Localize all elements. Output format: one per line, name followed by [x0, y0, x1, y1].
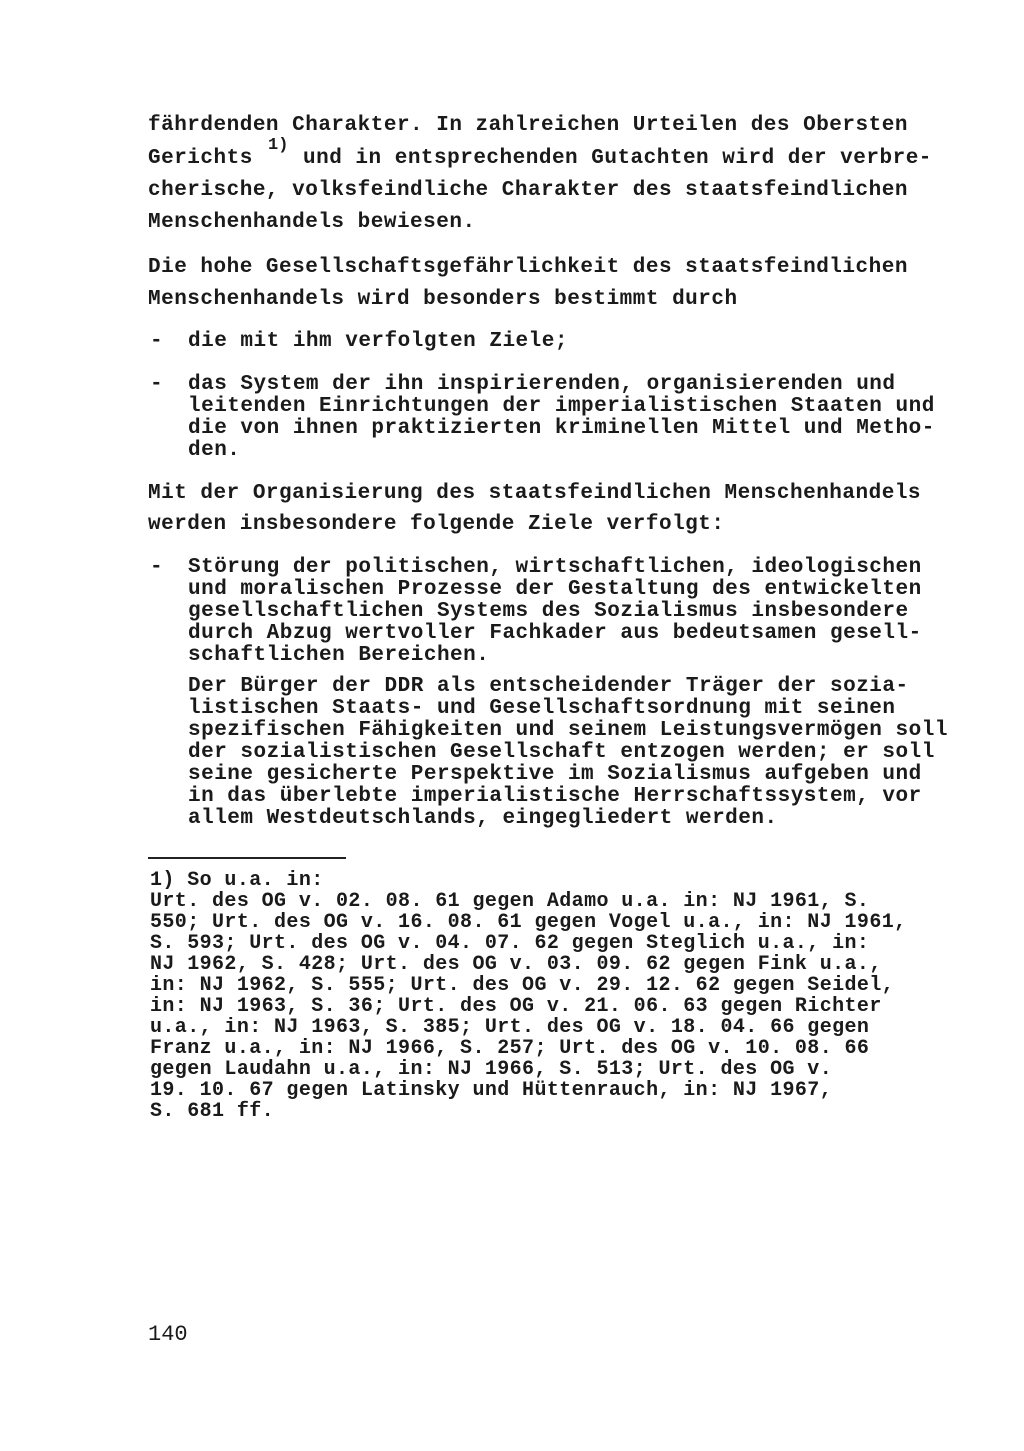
footnote-line-3: 550; Urt. des OG v. 16. 08. 61 gegen Vogel u.a., in: NJ 1961,: [150, 911, 907, 934]
footnote-line-11: 19. 10. 67 gegen Latinsky und Hüttenrauch, in: NJ 1967,: [150, 1079, 833, 1102]
page-number: 140: [148, 1322, 188, 1347]
paragraph-1-line-2a: Gerichts: [148, 147, 253, 170]
list-1-item-2-line-3: die von ihnen praktizierten kriminellen Mittel und Metho-: [188, 417, 935, 440]
footnote-line-5: NJ 1962, S. 428; Urt. des OG v. 03. 09. 62 gegen Fink u.a.,: [150, 953, 882, 976]
footnote-line-6: in: NJ 1962, S. 555; Urt. des OG v. 29. 12. 62 gegen Seidel,: [150, 974, 895, 997]
list-2-item-line-2: und moralischen Prozesse der Gestaltung des entwickelten: [188, 578, 922, 601]
footnote-line-4: S. 593; Urt. des OG v. 04. 07. 62 gegen Steglich u.a., in:: [150, 932, 870, 955]
list-2-continuation-line-1: Der Bürger der DDR als entscheidender Träger der sozia-: [188, 675, 909, 698]
footnote-line-1: 1) So u.a. in:: [150, 869, 324, 892]
list-bullet: -: [150, 330, 163, 353]
list-2-item-line-4: durch Abzug wertvoller Fachkader aus bedeutsamen gesell-: [188, 622, 922, 645]
list-2-continuation-line-3: spezifischen Fähigkeiten und seinem Leistungsvermögen soll: [188, 719, 948, 742]
list-2-item-line-3: gesellschaftlichen Systems des Sozialismus insbesondere: [188, 600, 909, 623]
footnote-line-12: S. 681 ff.: [150, 1100, 275, 1123]
list-1-item-1-line-1: die mit ihm verfolgten Ziele;: [188, 330, 568, 353]
list-2-continuation-line-6: in das überlebte imperialistische Herrschaftssystem, vor: [188, 785, 922, 808]
list-1-item-2-line-1: das System der ihn inspirierenden, organisierenden und: [188, 373, 896, 396]
paragraph-1-line-2b: und in entsprechenden Gutachten wird der verbre-: [303, 147, 932, 170]
list-2-continuation-line-7: allem Westdeutschlands, eingegliedert werden.: [188, 807, 778, 830]
list-1-item-2-line-4: den.: [188, 439, 241, 462]
paragraph-1-line-3: cherische, volksfeindliche Charakter des staatsfeindlichen: [148, 179, 908, 202]
paragraph-1-line-4: Menschenhandels bewiesen.: [148, 211, 476, 234]
paragraph-2-line-2: Menschenhandels wird besonders bestimmt durch: [148, 288, 738, 311]
footnote-line-8: u.a., in: NJ 1963, S. 385; Urt. des OG v. 18. 04. 66 gegen: [150, 1016, 870, 1039]
list-2-item-line-5: schaftlichen Bereichen.: [188, 644, 490, 667]
footnote-line-7: in: NJ 1963, S. 36; Urt. des OG v. 21. 06. 63 gegen Richter: [150, 995, 882, 1018]
list-1-item-2-line-2: leitenden Einrichtungen der imperialistischen Staaten und: [188, 395, 935, 418]
footnote-line-9: Franz u.a., in: NJ 1966, S. 257; Urt. des OG v. 10. 08. 66: [150, 1037, 870, 1060]
paragraph-3-line-1: Mit der Organisierung des staatsfeindlichen Menschenhandels: [148, 482, 922, 505]
list-bullet: -: [150, 373, 163, 396]
footnote-separator: [148, 857, 346, 859]
footnote-line-10: gegen Laudahn u.a., in: NJ 1966, S. 513; Urt. des OG v.: [150, 1058, 833, 1081]
list-2-continuation-line-5: seine gesicherte Perspektive im Sozialismus aufgeben und: [188, 763, 922, 786]
footnote-line-2: Urt. des OG v. 02. 08. 61 gegen Adamo u.a. in: NJ 1961, S.: [150, 890, 870, 913]
paragraph-1-line-1: fährdenden Charakter. In zahlreichen Urteilen des Obersten: [148, 114, 908, 137]
list-bullet: -: [150, 556, 163, 579]
footnote-reference: 1): [268, 136, 289, 155]
list-2-continuation-line-4: der sozialistischen Gesellschaft entzogen werden; er soll: [188, 741, 935, 764]
paragraph-2-line-1: Die hohe Gesellschaftsgefährlichkeit des staatsfeindlichen: [148, 256, 908, 279]
list-2-continuation-line-2: listischen Staats- und Gesellschaftsordnung mit seinen: [188, 697, 896, 720]
list-2-item-line-1: Störung der politischen, wirtschaftlichen, ideologischen: [188, 556, 922, 579]
paragraph-3-line-2: werden insbesondere folgende Ziele verfolgt:: [148, 513, 725, 536]
